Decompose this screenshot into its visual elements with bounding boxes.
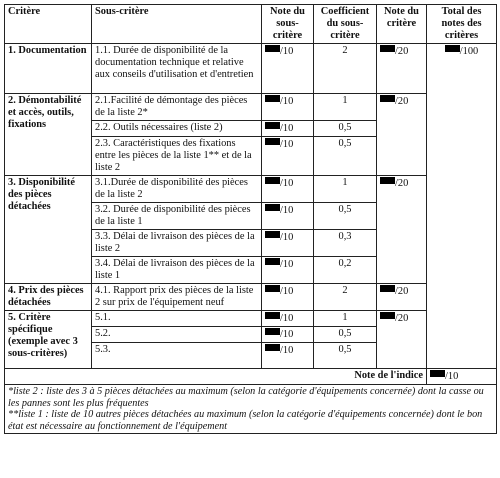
- sub-note-value: /10: [280, 46, 294, 57]
- coefficient-cell: 0,5: [314, 137, 377, 176]
- header-critere: Critère: [5, 5, 92, 44]
- sub-note-cell: [262, 311, 314, 327]
- sub-criterion-label: 5.3.: [92, 343, 262, 369]
- criterion-note-value: /20: [395, 313, 409, 324]
- coefficient-cell: 0,5: [314, 327, 377, 343]
- table-row: [5, 176, 497, 203]
- redaction-block: [430, 370, 445, 377]
- coefficient-cell: 0,5: [314, 343, 377, 369]
- sub-note-value: /10: [280, 345, 294, 356]
- header-row: [5, 5, 497, 44]
- sub-note-value: /10: [280, 96, 294, 107]
- redaction-block: [380, 177, 395, 184]
- header-total: Total des notes des critères: [427, 5, 497, 44]
- footnotes-cell: [5, 385, 497, 434]
- coefficient-cell: 1: [314, 176, 377, 203]
- table-row: [5, 44, 497, 94]
- sub-note-value: /10: [280, 139, 294, 150]
- sub-note-cell: [262, 203, 314, 230]
- sub-note-cell: [262, 137, 314, 176]
- criterion-note-cell: [377, 311, 427, 369]
- table-row: [5, 284, 497, 311]
- criterion-note-cell: [377, 176, 427, 284]
- sub-note-cell: [262, 44, 314, 94]
- redaction-block: [265, 95, 280, 102]
- sub-criterion-label: 3.4. Délai de livraison des pièces de la liste 1: [92, 257, 262, 284]
- sub-note-cell: [262, 327, 314, 343]
- coefficient-cell: 0,5: [314, 121, 377, 137]
- redaction-block: [265, 231, 280, 238]
- criterion-note-value: /20: [395, 286, 409, 297]
- redaction-block: [265, 45, 280, 52]
- criterion-note-cell: [377, 284, 427, 311]
- total-cell: [427, 44, 497, 369]
- redaction-block: [265, 344, 280, 351]
- redaction-block: [265, 258, 280, 265]
- sub-note-cell: [262, 343, 314, 369]
- sub-criterion-label: 5.2.: [92, 327, 262, 343]
- coefficient-cell: 0,2: [314, 257, 377, 284]
- coefficient-cell: 0,5: [314, 203, 377, 230]
- coefficient-cell: 0,3: [314, 230, 377, 257]
- criterion-note-cell: [377, 94, 427, 176]
- table-row: [5, 311, 497, 327]
- sub-criterion-label: 3.3. Délai de livraison des pièces de la liste 2: [92, 230, 262, 257]
- total-value: /100: [459, 46, 479, 57]
- sub-note-value: /10: [280, 123, 294, 134]
- sub-note-value: /10: [280, 178, 294, 189]
- sub-criterion-label: 5.1.: [92, 311, 262, 327]
- redaction-block: [265, 312, 280, 319]
- coefficient-cell: 1: [314, 311, 377, 327]
- sub-criterion-label: 2.2. Outils nécessaires (liste 2): [92, 121, 262, 137]
- table-row: [5, 94, 497, 121]
- sub-note-value: /10: [280, 329, 294, 340]
- criterion-label: 2. Démontabilité et accès, outils, fixations: [5, 94, 92, 176]
- sub-note-value: /10: [280, 313, 294, 324]
- indice-value-cell: [427, 369, 497, 385]
- redaction-block: [445, 45, 460, 52]
- sub-note-cell: [262, 176, 314, 203]
- header-sous-critere: Sous-critère: [92, 5, 262, 44]
- criterion-note-value: /20: [395, 178, 409, 189]
- criterion-note-value: /20: [395, 96, 409, 107]
- footnote-liste-1: **liste 1 : liste de 10 autres pièces détachées au maximum (selon la catégorie d'équipements concernée) dont le bon état est nécessaire au fonctionnement de l'équipement: [8, 409, 483, 432]
- sub-note-cell: [262, 230, 314, 257]
- indice-value: /10: [445, 371, 459, 382]
- redaction-block: [380, 95, 395, 102]
- redaction-block: [265, 138, 280, 145]
- indice-label: Note de l'indice: [5, 369, 427, 385]
- redaction-block: [380, 312, 395, 319]
- criterion-label: 1. Documentation: [5, 44, 92, 94]
- sub-criterion-label: 4.1. Rapport prix des pièces de la liste 2 sur prix de l'équipement neuf: [92, 284, 262, 311]
- sub-criterion-label: 2.1.Facilité de démontage des pièces de la liste 2*: [92, 94, 262, 121]
- footnote-liste-2: *liste 2 : liste des 3 à 5 pièces détachées au maximum (selon la catégorie d'équipements concernée) dont la casse ou les pannes sont les plus fréquentes: [8, 386, 484, 409]
- coefficient-cell: 2: [314, 44, 377, 94]
- header-note-sous-critere: Note du sous-critère: [262, 5, 314, 44]
- sub-note-value: /10: [280, 286, 294, 297]
- sub-criterion-label: 3.1.Durée de disponibilité des pièces de la liste 2: [92, 176, 262, 203]
- criterion-label: 5. Critère spécifique (exemple avec 3 sous-critères): [5, 311, 92, 369]
- header-coefficient: Coefficient du sous-critère: [314, 5, 377, 44]
- sub-criterion-label: 3.2. Durée de disponibilité des pièces de la liste 1: [92, 203, 262, 230]
- redaction-block: [265, 328, 280, 335]
- header-note-critere: Note du critère: [377, 5, 427, 44]
- criterion-note-value: /20: [395, 46, 409, 57]
- sub-note-cell: [262, 94, 314, 121]
- repairability-index-table: [4, 4, 497, 434]
- indice-row: [5, 369, 497, 385]
- criterion-label: 4. Prix des pièces détachées: [5, 284, 92, 311]
- sub-criterion-label: 2.3. Caractéristiques des fixations entre les pièces de la liste 1** et de la liste 2: [92, 137, 262, 176]
- sub-note-value: /10: [280, 259, 294, 270]
- criterion-label: 3. Disponibilité des pièces détachées: [5, 176, 92, 284]
- redaction-block: [265, 177, 280, 184]
- criterion-note-cell: [377, 44, 427, 94]
- redaction-block: [265, 285, 280, 292]
- sub-note-cell: [262, 257, 314, 284]
- redaction-block: [380, 285, 395, 292]
- footnotes-row: [5, 385, 497, 434]
- sub-note-cell: [262, 284, 314, 311]
- coefficient-cell: 1: [314, 94, 377, 121]
- sub-note-cell: [262, 121, 314, 137]
- sub-note-value: /10: [280, 205, 294, 216]
- sub-note-value: /10: [280, 232, 294, 243]
- coefficient-cell: 2: [314, 284, 377, 311]
- redaction-block: [265, 204, 280, 211]
- redaction-block: [265, 122, 280, 129]
- sub-criterion-label: 1.1. Durée de disponibilité de la documentation technique et relative aux conseils d'utilisation et d'entretien: [92, 44, 262, 94]
- redaction-block: [380, 45, 395, 52]
